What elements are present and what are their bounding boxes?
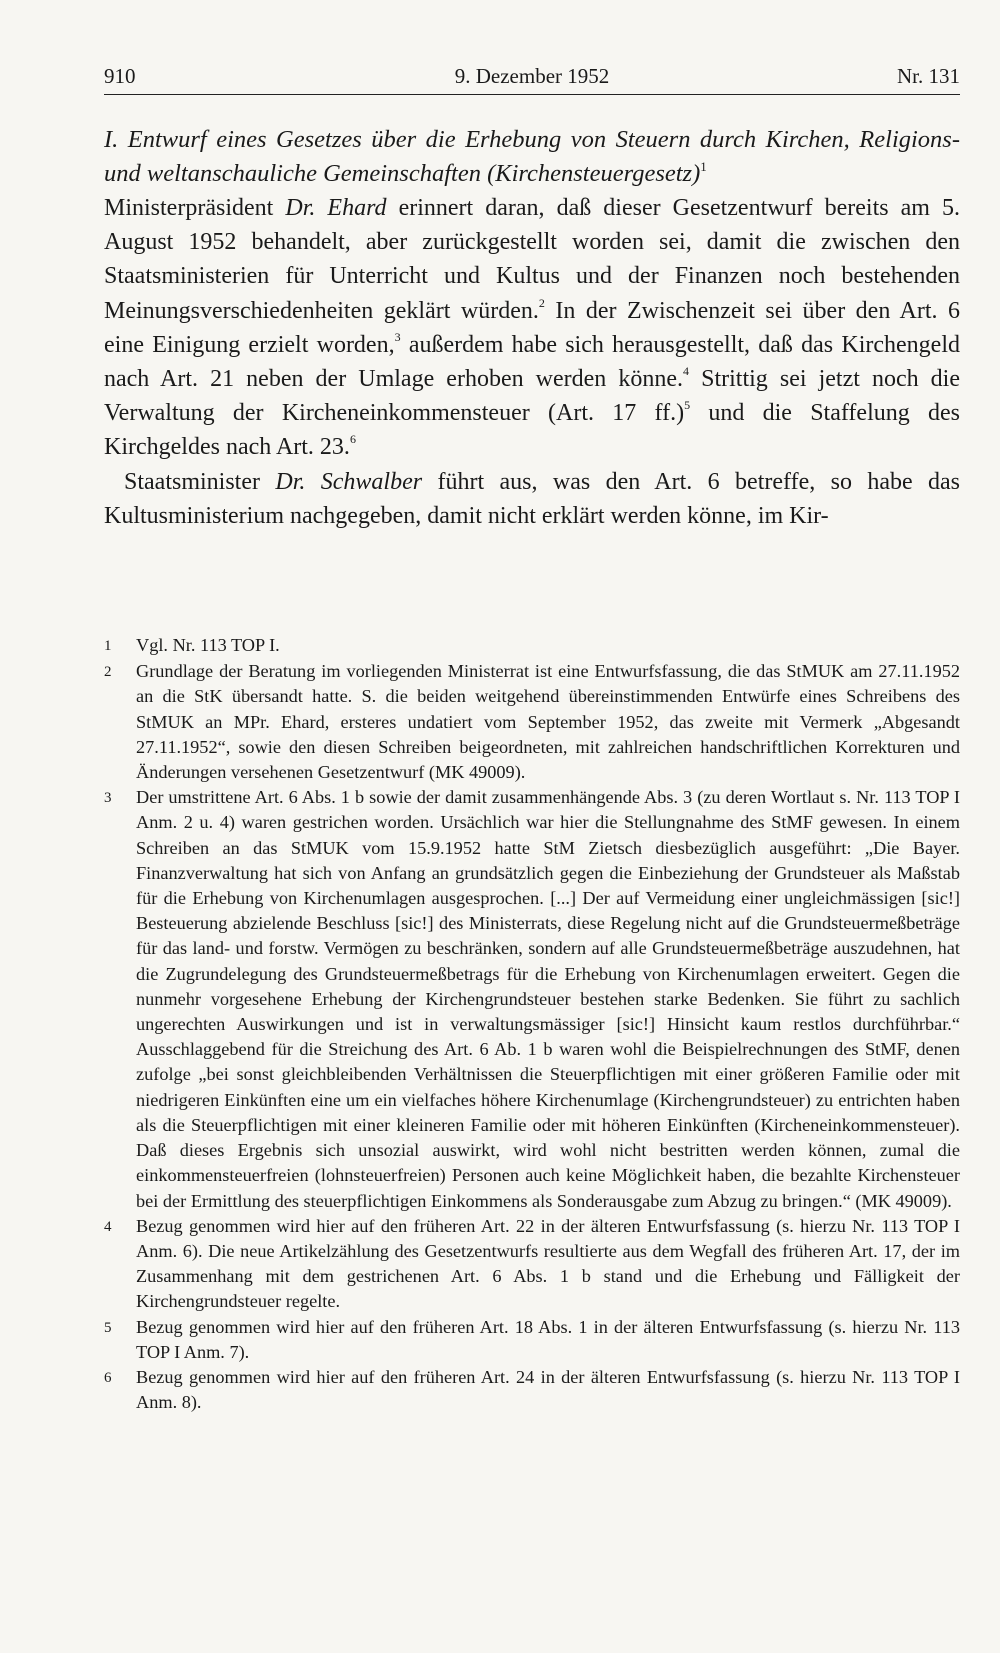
document-page (104, 60, 960, 1415)
footnote-text: Grundlage der Beratung im vorliegenden Ministerrat ist eine Entwurfsfassung, die das StMUK am 27.11.1952 an die StK übersandt hatte. S. die beiden weitgehend übereinstimmenden Entwürfe eines Schreibens des StMUK an MPr. Ehard, ersteres undatiert vom September 1952, das zweite mit Vermerk „Abgesandt 27.11.1952“, sowie den diesen Schreiben beigeordneten, mit zahlreichen handschriftlichen Korrekturen und Änderungen versehenen Gesetzentwurf (MK 49009). (136, 661, 960, 783)
text-run: Ministerpräsident (104, 195, 286, 221)
heading-text: I. Entwurf eines Gesetzes über die Erhebung von Steuern durch Kirchen, Religions- und weltanschauliche Gemeinschaften (Kirchensteuergesetz) (104, 126, 960, 187)
header-date: 9. Dezember 1952 (454, 64, 610, 88)
speaker-name: Dr. Ehard (285, 195, 387, 221)
footnote-number: 1 (104, 638, 112, 655)
text-run: führt aus, was den Art. 6 betreffe, so habe das Kultusministerium nachgegeben, damit nicht erklärt werden könne, im Kir- (104, 468, 961, 529)
speaker-name: Dr. Schwalber (275, 468, 423, 495)
footnote-ref[interactable]: 6 (349, 432, 356, 447)
text-run: und die Staffelung des Kirchgeldes nach Art. 23. (104, 400, 961, 461)
footnote-text: Bezug genommen wird hier auf den früheren Art. 18 Abs. 1 in der älteren Entwurfsfassung (s. hierzu Nr. 113 TOP I Anm. 7). (136, 1316, 960, 1362)
minutes-body (104, 191, 960, 533)
footnote-text: Der umstrittene Art. 6 Abs. 1 b sowie der damit zusammenhängende Abs. 3 (zu deren Wortlaut s. Nr. 113 TOP I Anm. 2 u. 4) waren gestrichen worden. Ursächlich war hier die Stellungnahme des StMF gewesen. In einem Schreiben an das StMUK vom 15.9.1952 hatte StM Zietsch diesbezüglich ausgeführt: „Die Bayer. Finanzverwaltung hat sich von Anfang an grundsätzlich gegen die Einbeziehung der Grundsteuer als Maßstab für die Erhebung von Kirchenumlagen ausgesprochen. [...] Der auf Vermeidung einer ungleichmässigen [sic!] Besteuerung abzielende Beschluss [sic!] des Ministerrats, diese Regelung nicht auf die Grundsteuermeßbeträge für das land- und forstw. Vermögen zu beschränken, sondern auf alle Grundsteuermeßbeträge auszudehnen, hat die Zugrundelegung des Grundsteuermeßbetrags für die Erhebung von Kirchenumlagen erweitert. Gegen die nunmehr vorgesehene Erhebung der Kirchengrundsteuer bestehen starke Bedenken. Sie führt zu sachlich ungerechten Auswirkungen und ist in verwaltungsmässiger [sic!] Hinsicht kaum restlos durchführbar.“ Ausschlaggebend für die Streichung des Art. 6 Ab. 1 b waren wohl die Beispielrechnungen des StMF, denen zufolge „bei sonst gleichbleibenden Verhältnissen die Steuerpflichtigen mit einer größeren Familie oder mit niedrigeren Einkünften eine um ein vielfaches höhere Kirchenumlage (Kirchengrundsteuer) zu entrichten haben als die Steuerpflichtigen mit einer kleineren Familie oder mit höheren Einkünften (Kircheneinkommensteuer). Daß dieses Ergebnis sich unsozial auswirkt, wird wohl nicht bestritten werden können, zumal die einkommensteuerfreien (lohnsteuerfreien) Personen auch keine Möglichkeit haben, die bezahlte Kirchensteuer bei der Ermittlung des steuerpflichtigen Einkommens als Sonderausgabe zum Abzug zu bringen.“ (MK 49009). (136, 787, 960, 1211)
footnote-number: 5 (104, 1319, 112, 1336)
paragraph-ehard (104, 191, 960, 465)
footnote-ref[interactable]: 5 (684, 398, 691, 413)
footnote (104, 785, 960, 1213)
page-number: 910 (104, 64, 136, 88)
footnotes (104, 633, 960, 1415)
footnote (104, 1365, 960, 1415)
text-run: In der Zwischenzeit sei über den Art. 6 eine Einigung erzielt worden, (104, 297, 960, 358)
footnote-number: 4 (104, 1218, 112, 1235)
footnote-number: 2 (104, 664, 112, 681)
agenda-item-heading (104, 123, 960, 191)
footnote-text: Bezug genommen wird hier auf den früheren Art. 24 in der älteren Entwurfsfassung (s. hierzu Nr. 113 TOP I Anm. 8). (136, 1366, 960, 1413)
text-run: außerdem habe sich herausgestellt, daß das Kirchengeld nach Art. 21 neben der Umlage erhoben werden könne. (104, 331, 960, 393)
footnote-number: 3 (104, 790, 112, 807)
footnote-text: Vgl. Nr. 113 TOP I. (136, 635, 280, 656)
footnote (104, 1315, 960, 1365)
issue-number: Nr. 131 (897, 64, 960, 88)
footnote (104, 633, 960, 659)
footnote-ref[interactable]: 1 (700, 159, 707, 174)
footnote-number: 6 (104, 1369, 112, 1386)
footnote (104, 659, 960, 785)
paragraph-schwalber (104, 465, 960, 533)
footnote-ref[interactable]: 2 (538, 295, 545, 310)
footnote-text: Bezug genommen wird hier auf den früheren Art. 22 in der älteren Entwurfsfassung (s. hierzu Nr. 113 TOP I Anm. 6). Die neue Artikelzählung des Gesetzentwurfs resultierte aus dem Wegfall des früheren Art. 17, der im Zusammenhang mit dem gestrichenen Art. 6 Abs. 1 b stand und die Erhebung und Fälligkeit der Kirchengrundsteuer regelte. (136, 1215, 960, 1312)
footnote-ref[interactable]: 4 (683, 364, 690, 379)
text-run: Strittig sei jetzt noch die Verwaltung der Kircheneinkommensteuer (Art. 17 ff.) (104, 366, 960, 427)
running-head (104, 60, 960, 95)
text-run: erinnert daran, daß dieser Gesetzentwurf bereits am 5. August 1952 behandelt, aber zurückgestellt worden sei, damit die zwischen den Staatsministerien für Unterricht und Kultus und der Finanzen noch bestehenden Meinungsverschiedenheiten geklärt würden. (104, 195, 960, 324)
footnote-ref[interactable]: 3 (394, 329, 401, 344)
text-run: Staatsminister (124, 468, 276, 495)
footnote (104, 1214, 960, 1315)
